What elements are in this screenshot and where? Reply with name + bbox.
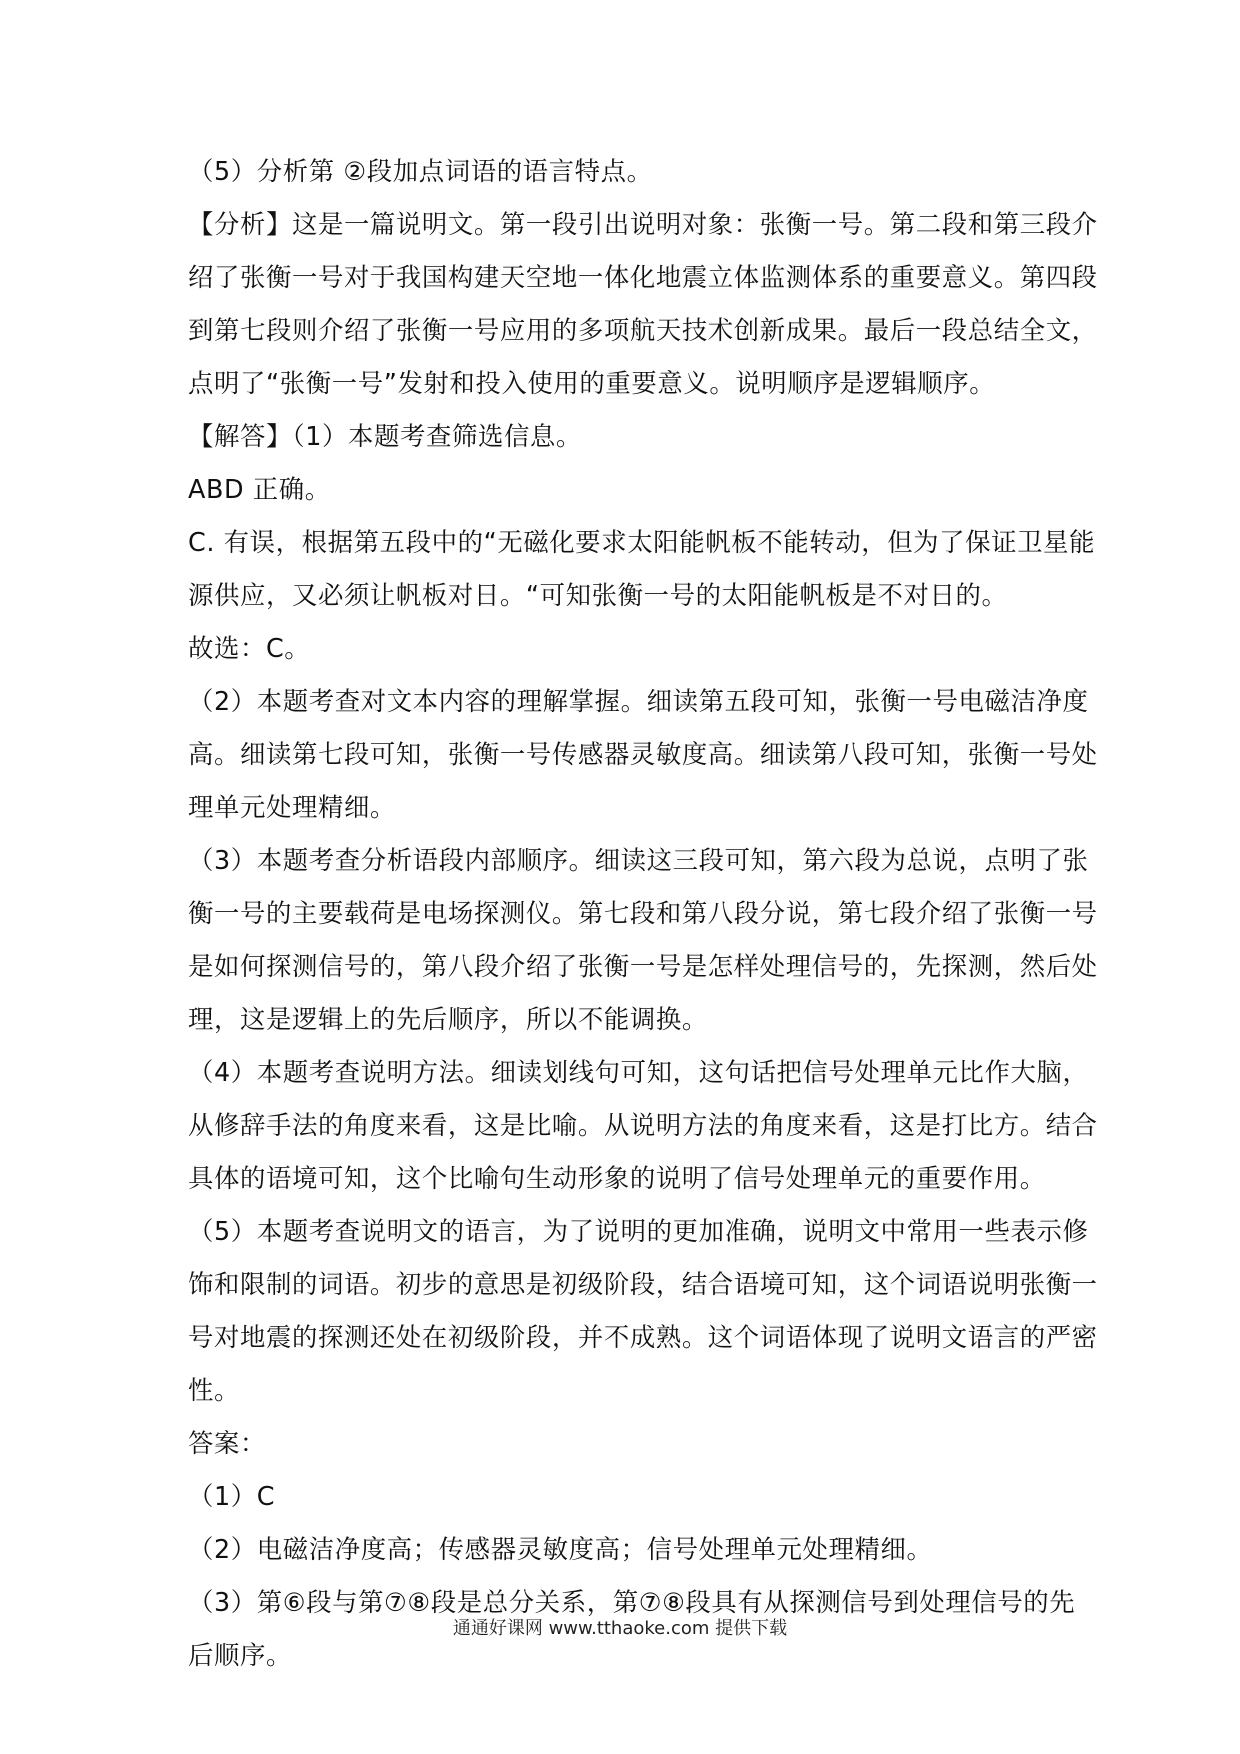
solution-line: 故选：C。	[188, 633, 311, 663]
analysis-line: 绍了张衡一号对于我国构建天空地一体化地震立体监测体系的重要意义。第四段	[188, 262, 1098, 292]
solution-line: （3）本题考查分析语段内部顺序。细读这三段可知，第六段为总说，点明了张	[188, 845, 1089, 875]
analysis-line: 点明了“张衡一号”发射和投入使用的重要意义。说明顺序是逻辑顺序。	[188, 368, 996, 398]
answer-line: （3）第⑥段与第⑦⑧段是总分关系，第⑦⑧段具有从探测信号到处理信号的先	[188, 1587, 1076, 1617]
solution-line: 具体的语境可知，这个比喻句生动形象的说明了信号处理单元的重要作用。	[188, 1163, 1046, 1193]
solution-line: 从修辞手法的角度来看，这是比喻。从说明方法的角度来看，这是打比方。结合	[188, 1110, 1098, 1140]
solution-heading: 【解答】（1）本题考查筛选信息。	[188, 421, 582, 451]
solution-line: （4）本题考查说明方法。细读划线句可知，这句话把信号处理单元比作大脑，	[188, 1057, 1089, 1087]
solution-line: 饰和限制的词语。初步的意思是初级阶段，结合语境可知，这个词语说明张衡一	[188, 1269, 1098, 1299]
solution-line: 是如何探测信号的，第八段介绍了张衡一号是怎样处理信号的，先探测，然后处	[188, 951, 1098, 981]
solution-line: 理单元处理精细。	[188, 792, 396, 822]
answer-line: （2）电磁洁净度高；传感器灵敏度高；信号处理单元处理精细。	[188, 1534, 933, 1564]
answer-text-block	[188, 145, 1098, 1682]
analysis-line: 【分析】这是一篇说明文。第一段引出说明对象：张衡一号。第二段和第三段介	[188, 209, 1098, 239]
solution-line: ABD 正确。	[188, 474, 331, 504]
page-footer: 通通好课网 www.tthaoke.com 提供下载	[452, 1618, 788, 1639]
solution-line: C. 有误，根据第五段中的“无磁化要求太阳能帆板不能转动，但为了保证卫星能	[188, 527, 1096, 557]
solution-line: （5）本题考查说明文的语言，为了说明的更加准确，说明文中常用一些表示修	[188, 1216, 1089, 1246]
solution-line: 源供应，又必须让帆板对日。“可知张衡一号的太阳能帆板是不对日的。	[188, 580, 1008, 610]
question-5-prompt: （5）分析第 ②段加点词语的语言特点。	[188, 156, 653, 186]
solution-line: 衡一号的主要载荷是电场探测仪。第七段和第八段分说，第七段介绍了张衡一号	[188, 898, 1098, 928]
answer-heading: 答案：	[188, 1428, 266, 1458]
solution-line: 性。	[188, 1375, 240, 1405]
solution-line: 号对地震的探测还处在初级阶段，并不成熟。这个词语体现了说明文语言的严密	[188, 1322, 1098, 1352]
answer-line: （1）C	[188, 1481, 276, 1511]
solution-line: （2）本题考查对文本内容的理解掌握。细读第五段可知，张衡一号电磁洁净度	[188, 686, 1089, 716]
answer-line: 后顺序。	[188, 1640, 292, 1670]
solution-line: 高。细读第七段可知，张衡一号传感器灵敏度高。细读第八段可知，张衡一号处	[188, 739, 1098, 769]
analysis-line: 到第七段则介绍了张衡一号应用的多项航天技术创新成果。最后一段总结全文，	[188, 315, 1098, 345]
solution-line: 理，这是逻辑上的先后顺序，所以不能调换。	[188, 1004, 708, 1034]
